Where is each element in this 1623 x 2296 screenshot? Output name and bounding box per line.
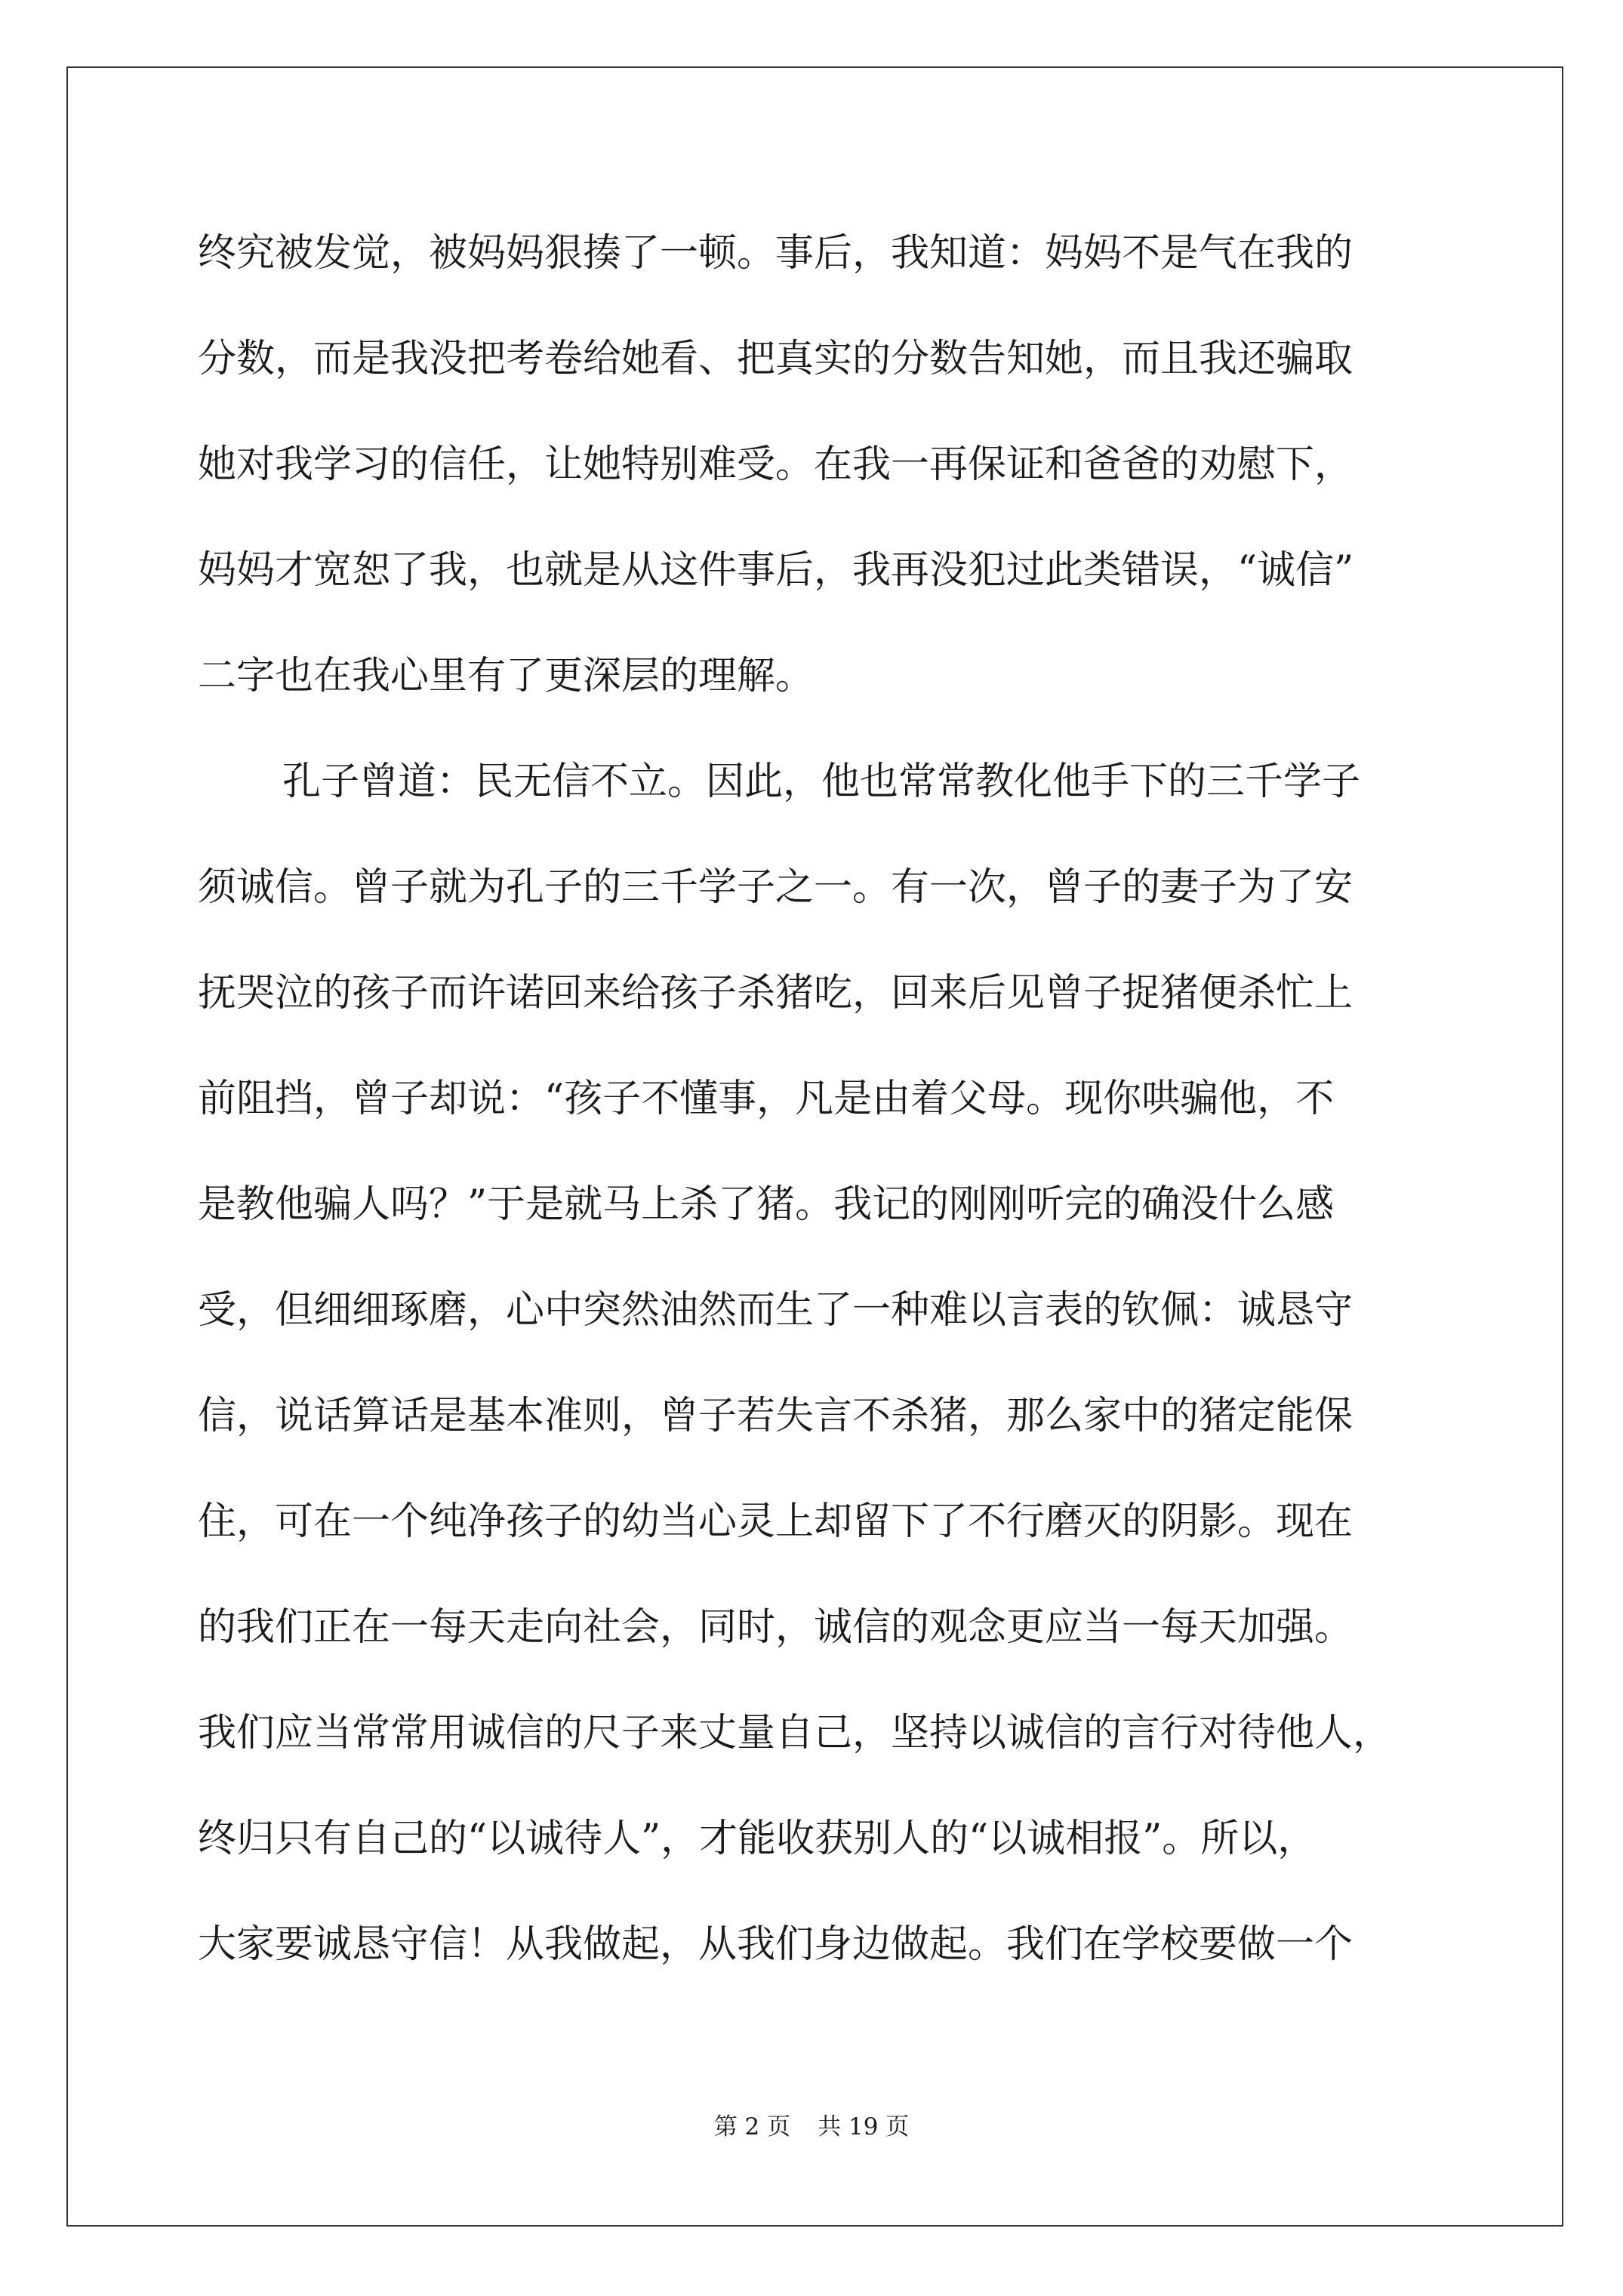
text-line: 前阻挡，曾子却说：“孩子不懂事，凡是由着父母。现你哄骗他，不	[198, 1077, 1335, 1121]
page-footer	[0, 2112, 1623, 2142]
text-line: 信，说话算话是基本准则，曾子若失言不杀猪，那么家中的猪定能保	[198, 1394, 1354, 1438]
text-line: 终究被发觉，被妈妈狠揍了一顿。事后，我知道：妈妈不是气在我的	[198, 231, 1354, 276]
text-line: 住，可在一个纯净孩子的幼当心灵上却留下了不行磨灭的阴影。现在	[198, 1499, 1354, 1544]
text-line: 她对我学习的信任，让她特别难受。在我一再保证和爸爸的劝慰下，	[198, 442, 1354, 487]
page-number-current: 第 2 页	[713, 2113, 791, 2140]
text-line: 终归只有自己的“以诚待人”，才能收获别人的“以诚相报”。所以，	[198, 1817, 1317, 1861]
text-line: 的我们正在一每天走向社会，同时，诚信的观念更应当一每天加强。	[198, 1605, 1354, 1650]
text-line: 分数，而是我没把考卷给她看、把真实的分数告知她，而且我还骗取	[198, 337, 1354, 381]
text-line: 妈妈才宽恕了我，也就是从这件事后，我再没犯过此类错误，“诚信”	[198, 548, 1354, 593]
paragraph-first-line: 孔子曾道：民无信不立。因此，他也常常教化他手下的三千学子	[282, 760, 1361, 804]
text-line: 大家要诚恳守信！从我做起，从我们身边做起。我们在学校要做一个	[198, 1922, 1354, 1967]
text-line: 是教他骗人吗？”于是就马上杀了猪。我记的刚刚听完的确没什么感	[198, 1182, 1335, 1227]
page-number-total: 共 19 页	[818, 2113, 910, 2140]
text-line: 须诚信。曾子就为孔子的三千学子之一。有一次，曾子的妻子为了安	[198, 865, 1354, 910]
text-line: 受，但细细琢磨，心中突然油然而生了一种难以言表的钦佩：诚恳守	[198, 1288, 1354, 1333]
document-body	[198, 201, 1425, 1998]
text-line: 我们应当常常用诚信的尺子来丈量自己，坚持以诚信的言行对待他人，	[198, 1711, 1392, 1755]
text-line: 抚哭泣的孩子而许诺回来给孩子杀猪吃，回来后见曾子捉猪便杀忙上	[198, 971, 1354, 1015]
text-line: 二字也在我心里有了更深层的理解。	[198, 654, 815, 698]
